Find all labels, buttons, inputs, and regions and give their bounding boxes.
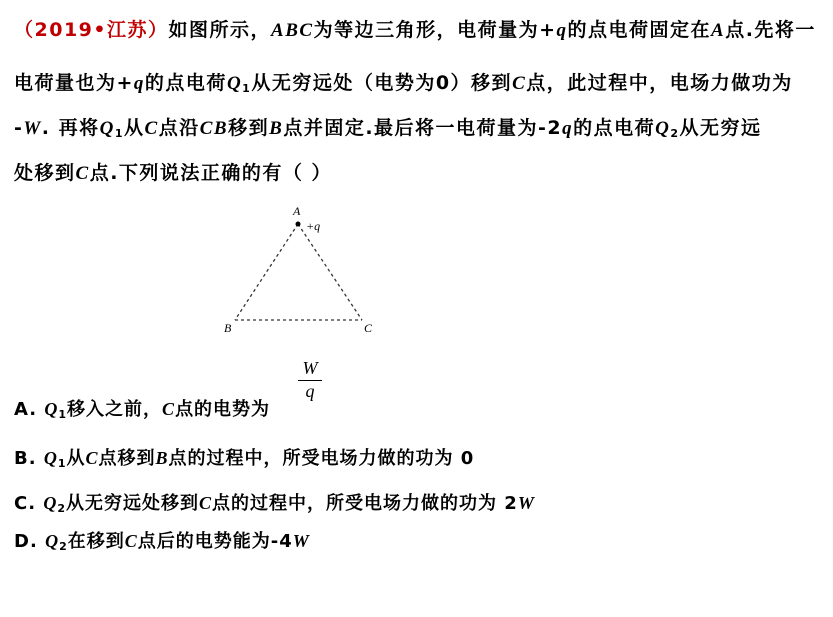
option-b: B. $Q_1$从C点移到B点的过程中，所受电场力做的功为 0 xyxy=(14,448,475,470)
option-c: C. $Q_2$从无穷远处移到C点的过程中，所受电场力做的功为 2W xyxy=(14,493,535,515)
fraction-w-over-q: W q xyxy=(296,358,324,401)
question-line-1: （2019•江苏）如图所示，ABC为等边三角形，电荷量为+q的点电荷固定在A点.先将一 xyxy=(14,19,816,41)
source-tag: （2019•江苏） xyxy=(14,19,169,41)
option-d: D. $Q_2$在移到C点后的电势能为-4W xyxy=(14,531,310,553)
question-line-2: 电荷量也为+q的点电荷$Q_1$从无穷远处（电势为0）移到C点，此过程中，电场力做功为 xyxy=(14,72,793,95)
label-a: A xyxy=(293,204,301,218)
label-b: B xyxy=(224,321,232,335)
side-ac xyxy=(298,224,362,320)
question-line-3: -W. 再将$Q_1$从C点沿CB移到B点并固定.最后将一电荷量为-2q的点电荷$Q_2$从无穷远 xyxy=(14,117,762,140)
side-ab xyxy=(235,224,298,320)
option-a: A. $Q_1$移入之前，C点的电势为 xyxy=(14,399,271,421)
point-charge-a xyxy=(296,222,301,227)
question-line-4: 处移到C点.下列说法正确的有（ ） xyxy=(14,162,333,184)
label-charge: +q xyxy=(306,219,321,233)
label-c: C xyxy=(364,321,373,335)
